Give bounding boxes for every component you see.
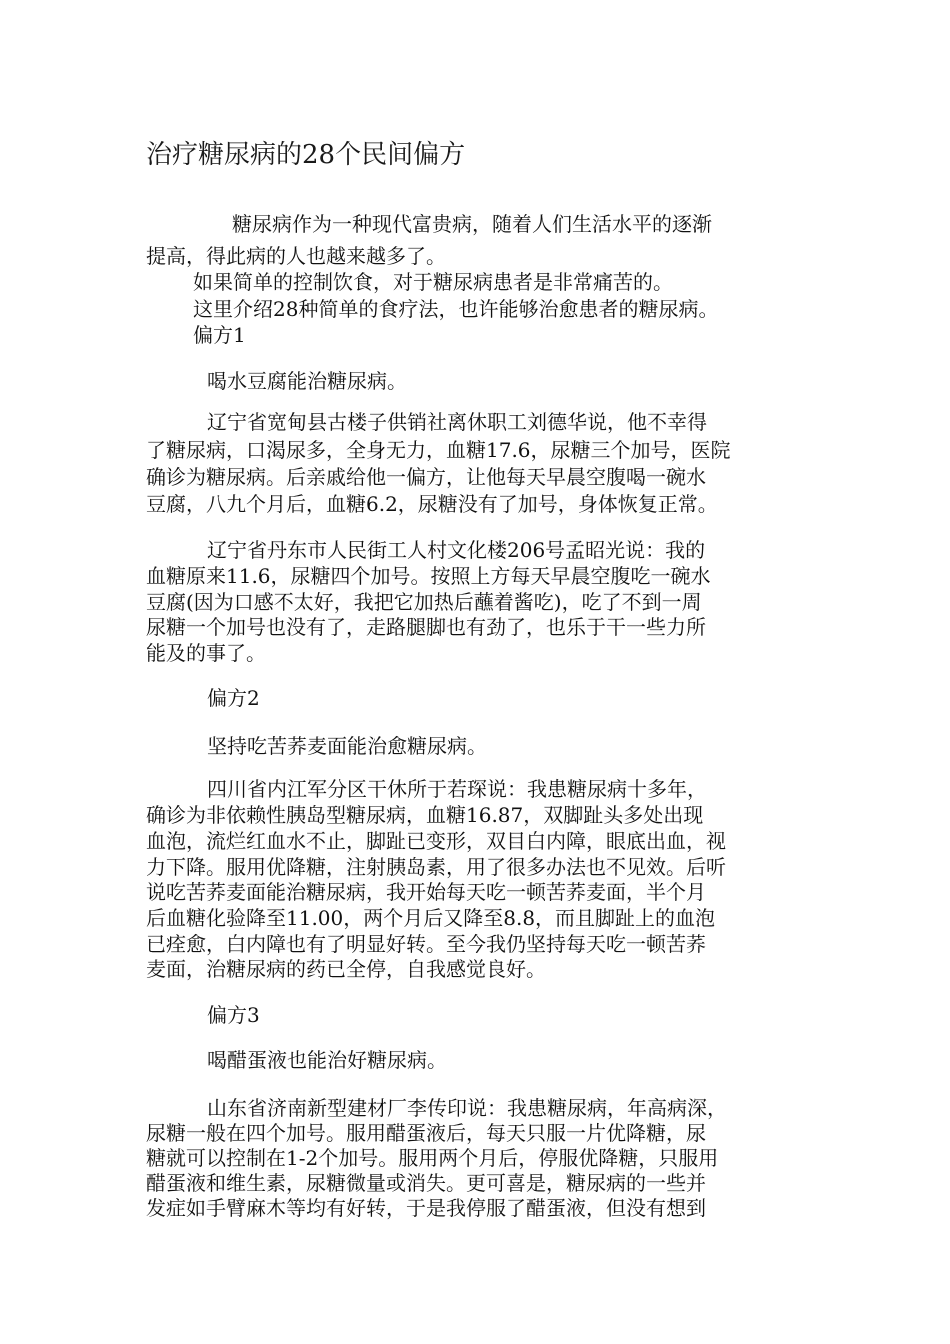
paragraph-line: 糖就可以控制在1-2个加号。服用两个月后，停服优降糖，只服用 [146,1146,719,1170]
paragraph-line: 豆腐，八九个月后，血糖6.2，尿糖没有了加号，身体恢复正常。 [146,492,718,516]
paragraph-line: 醋蛋液和维生素，尿糖微量或消失。更可喜是，糖尿病的一些并 [146,1171,706,1195]
intro-line: 如果简单的控制饮食，对于糖尿病患者是非常痛苦的。 [193,270,673,294]
paragraph-line: 后血糖化验降至11.00，两个月后又降至8.8，而且脚趾上的血泡 [146,906,716,930]
intro-line: 糖尿病作为一种现代富贵病，随着人们生活水平的逐渐 [232,212,712,236]
paragraph-line: 豆腐(因为口感不太好，我把它加热后蘸着酱吃)，吃了不到一周 [146,590,702,614]
paragraph-line: 确诊为糖尿病。后亲戚给他一偏方，让他每天早晨空腹喝一碗水 [146,465,706,489]
paragraph-line: 能及的事了。 [146,641,266,665]
paragraph-line: 山东省济南新型建材厂李传印说：我患糖尿病，年高病深， [207,1096,727,1120]
remedy-label: 偏方2 [207,686,260,710]
remedy-heading: 喝水豆腐能治糖尿病。 [207,369,407,393]
paragraph-line: 已痊愈，白内障也有了明显好转。至今我仍坚持每天吃一顿苦荞 [146,932,706,956]
paragraph-line: 血糖原来11.6，尿糖四个加号。按照上方每天早晨空腹吃一碗水 [146,564,711,588]
paragraph-line: 四川省内江军分区干休所于若琛说：我患糖尿病十多年， [207,777,707,801]
paragraph-line: 尿糖一个加号也没有了，走路腿脚也有劲了，也乐于干一些力所 [146,615,706,639]
paragraph-line: 说吃苦荞麦面能治糖尿病，我开始每天吃一顿苦荞麦面，半个月 [146,880,706,904]
paragraph-line: 辽宁省丹东市人民街工人村文化楼206号孟昭光说：我的 [207,538,706,562]
paragraph-line: 力下降。服用优降糖，注射胰岛素，用了很多办法也不见效。后听 [146,855,726,879]
remedy-heading: 坚持吃苦荞麦面能治愈糖尿病。 [207,734,487,758]
paragraph-line: 辽宁省宽甸县古楼子供销社离休职工刘德华说，他不幸得 [207,410,707,434]
remedy-heading: 喝醋蛋液也能治好糖尿病。 [207,1048,447,1072]
document-title: 治疗糖尿病的28个民间偏方 [146,140,466,170]
intro-line: 提高，得此病的人也越来越多了。 [146,244,446,268]
paragraph-line: 发症如手臂麻木等均有好转，于是我停服了醋蛋液，但没有想到 [146,1196,706,1220]
paragraph-line: 尿糖一般在四个加号。服用醋蛋液后，每天只服一片优降糖，尿 [146,1121,706,1145]
intro-line: 这里介绍28种简单的食疗法，也许能够治愈患者的糖尿病。 [193,297,719,321]
paragraph-line: 确诊为非依赖性胰岛型糖尿病，血糖16.87，双脚趾头多处出现 [146,803,704,827]
remedy-label: 偏方1 [193,323,246,347]
paragraph-line: 了糖尿病，口渴尿多，全身无力，血糖17.6，尿糖三个加号，医院 [146,438,731,462]
remedy-label: 偏方3 [207,1003,260,1027]
paragraph-line: 麦面，治糖尿病的药已全停，自我感觉良好。 [146,957,546,981]
paragraph-line: 血泡，流烂红血水不止，脚趾已变形，双目白内障，眼底出血，视 [146,829,726,853]
